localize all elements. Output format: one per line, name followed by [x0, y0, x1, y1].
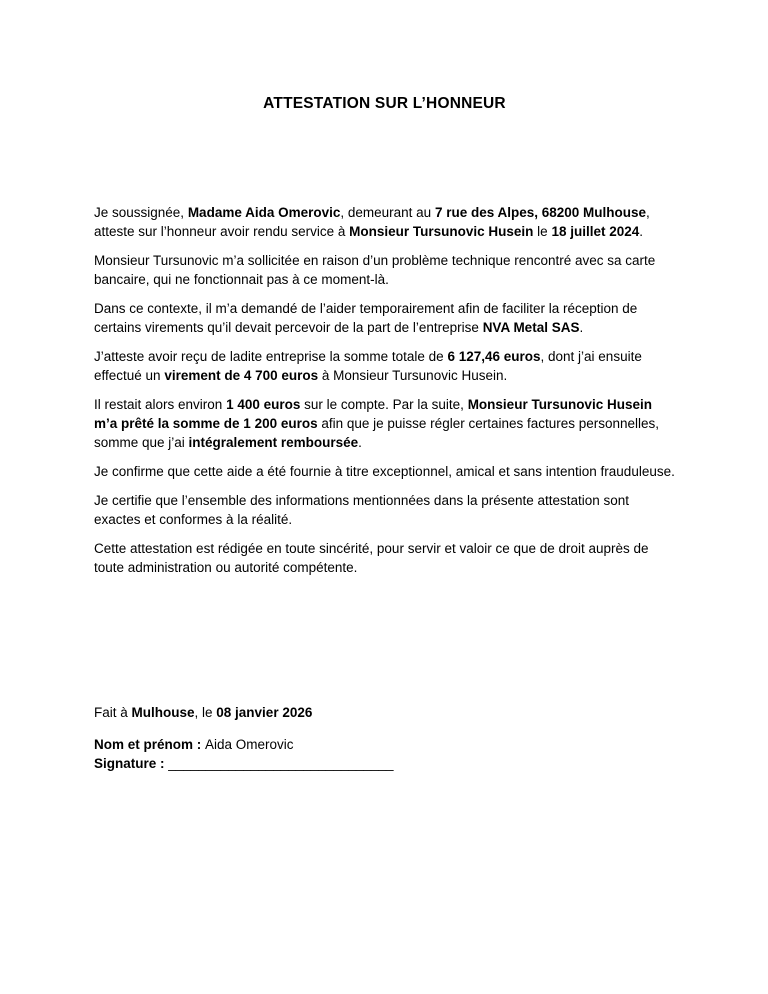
paragraph-confirmation: Je confirme que cette aide a été fournie à titre exceptionnel, amical et sans intention frauduleuse. — [94, 464, 675, 479]
paragraph-certification: Je certifie que l’ensemble des informations mentionnées dans la présente attestation sont exactes et conformes à la réalité. — [94, 493, 630, 527]
signature-line: Signature : ______________________________ — [94, 756, 394, 771]
paragraph-request: Dans ce contexte, il m’a demandé de l’aider temporairement afin de faciliter la réception de certains virements qu’il devait percevoir de la part de l’entreprise NVA Metal SAS. — [94, 301, 638, 335]
place-date-line: Fait à Mulhouse, le 08 janvier 2026 — [94, 705, 313, 720]
document-body — [94, 203, 675, 577]
paragraph-context: Monsieur Tursunovic m’a sollicitée en raison d’un problème technique rencontré avec sa carte bancaire, qui ne fonctionnait pas à ce moment-là. — [94, 253, 656, 287]
paragraph-amount-received: J’atteste avoir reçu de ladite entreprise la somme totale de 6 127,46 euros, dont j’ai ensuite effectué un virement de 4 700 euros à Monsieur Tursunovic Husein. — [94, 349, 642, 383]
paragraph-validity: Cette attestation est rédigée en toute sincérité, pour servir et valoir ce que de droit auprès de toute administration ou autorité compétente. — [94, 541, 649, 575]
name-line: Nom et prénom : Aida Omerovic — [94, 737, 294, 752]
closing-block — [94, 703, 675, 773]
paragraph-introduction: Je soussignée, Madame Aida Omerovic, demeurant au 7 rue des Alpes, 68200 Mulhouse, atteste sur l’honneur avoir rendu service à Monsieur Tursunovic Husein le 18 juillet 2024. — [94, 205, 650, 239]
paragraph-remaining-loan: Il restait alors environ 1 400 euros sur le compte. Par la suite, Monsieur Tursunovic Husein m’a prêté la somme de 1 200 euros afin que je puisse régler certaines factures personnelles, somme que j’ai intégralement remboursée. — [94, 397, 660, 450]
document-title: ATTESTATION SUR L’HONNEUR — [263, 95, 506, 112]
